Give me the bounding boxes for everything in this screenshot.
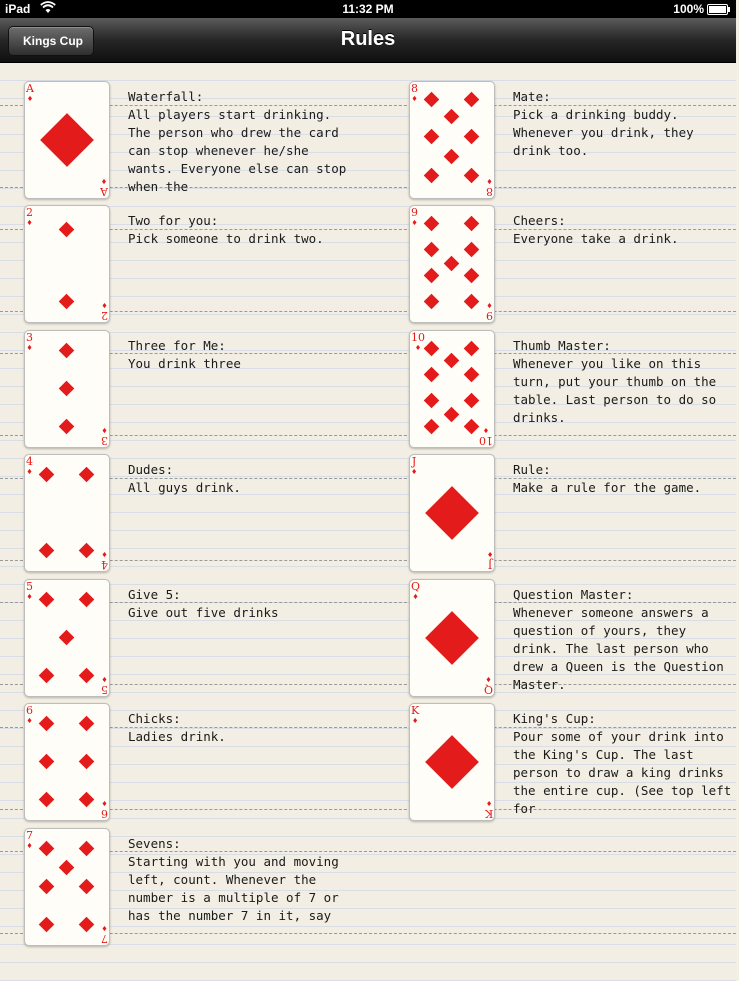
diamond-suit-icon: ♦ xyxy=(26,95,34,103)
card-rank-label xyxy=(101,425,108,445)
rule-text-block xyxy=(128,586,350,694)
diamond-suit-icon: ♦ xyxy=(101,675,108,683)
playing-card xyxy=(409,454,495,572)
diamond-pip-icon xyxy=(464,294,480,310)
diamond-pip-icon xyxy=(39,668,55,684)
card-rank-label xyxy=(26,706,33,726)
diamond-pip-icon xyxy=(424,341,440,357)
rule-description: Pick someone to drink two. xyxy=(128,231,324,246)
diamond-pip-icon xyxy=(444,407,460,423)
rule-description: Pour some of your drink into the King's Cup. The last person to draw a king drinks the entire cup. (See top left for xyxy=(513,729,739,816)
card-rank: 7 xyxy=(101,932,108,945)
card-rank: A xyxy=(100,185,108,198)
diamond-pip-icon xyxy=(39,543,55,559)
card-rank-label xyxy=(411,208,418,228)
battery-icon xyxy=(707,4,731,18)
diamond-pip-icon xyxy=(444,149,460,165)
card-rank: J xyxy=(487,558,493,571)
rule-title: King's Cup: xyxy=(513,711,596,726)
rule-title: Waterfall: xyxy=(128,89,204,104)
diamond-suit-icon: ♦ xyxy=(26,344,33,352)
card-rank-label xyxy=(101,923,108,943)
rule-text-block xyxy=(513,337,735,445)
rule-item[interactable] xyxy=(24,828,354,948)
rule-item[interactable] xyxy=(409,81,739,201)
device-label: iPad xyxy=(5,2,31,16)
playing-card xyxy=(409,205,495,323)
rule-description: Make a rule for the game. xyxy=(513,480,702,495)
diamond-pip-icon xyxy=(424,268,440,284)
rule-item[interactable] xyxy=(409,330,739,450)
diamond-pip-icon xyxy=(424,242,440,258)
rule-item[interactable] xyxy=(24,703,354,823)
diamond-suit-icon: ♦ xyxy=(101,426,108,434)
diamond-pip-icon xyxy=(39,467,55,483)
card-rank: 9 xyxy=(411,206,418,219)
card-rank-label xyxy=(101,300,108,320)
playing-card xyxy=(409,330,495,448)
diamond-pip-icon xyxy=(464,367,480,383)
card-rank: 5 xyxy=(101,683,108,696)
rule-text-block xyxy=(128,88,354,196)
card-rank: 10 xyxy=(411,331,425,344)
card-rank-label xyxy=(411,457,417,477)
diamond-pip-icon xyxy=(59,630,75,646)
diamond-pip-icon xyxy=(424,419,440,435)
diamond-suit-icon: ♦ xyxy=(414,344,422,352)
diamond-pip-icon xyxy=(79,917,95,933)
card-rank-label xyxy=(484,674,493,694)
playing-card xyxy=(409,703,495,821)
card-rank-label xyxy=(26,582,33,602)
card-rank-label xyxy=(26,333,33,353)
card-rank: K xyxy=(411,704,420,717)
diamond-pip-icon xyxy=(444,353,460,369)
rule-text-block xyxy=(513,88,735,196)
status-time: 11:32 PM xyxy=(342,2,394,16)
rule-description: Give out five drinks xyxy=(128,605,279,620)
rule-title: Sevens: xyxy=(128,836,181,851)
rule-title: Two for you: xyxy=(128,213,219,228)
diamond-center-icon xyxy=(425,611,479,665)
playing-card xyxy=(24,330,110,448)
diamond-pip-icon xyxy=(424,216,440,232)
rule-item[interactable] xyxy=(24,579,354,699)
rule-title: Thumb Master: xyxy=(513,338,611,353)
rule-description: You drink three xyxy=(128,356,241,371)
diamond-pip-icon xyxy=(79,792,95,808)
playing-card xyxy=(24,703,110,821)
diamond-center-icon xyxy=(425,735,479,789)
back-button-label: Kings Cup xyxy=(23,34,83,48)
diamond-suit-icon: ♦ xyxy=(26,219,33,227)
diamond-pip-icon xyxy=(424,92,440,108)
diamond-pip-icon xyxy=(79,592,95,608)
playing-card xyxy=(409,81,495,199)
card-rank: 3 xyxy=(101,434,108,447)
rule-item[interactable] xyxy=(24,81,354,201)
diamond-pip-icon xyxy=(59,222,75,238)
diamond-pip-icon xyxy=(79,467,95,483)
rule-item[interactable] xyxy=(24,454,354,574)
card-rank: 6 xyxy=(26,704,33,717)
rule-text-block xyxy=(128,337,350,445)
card-rank: Q xyxy=(483,683,493,696)
diamond-pip-icon xyxy=(59,419,75,435)
diamond-pip-icon xyxy=(79,754,95,770)
card-rank-label xyxy=(486,300,493,320)
card-rank-label xyxy=(411,706,419,726)
card-rank: 4 xyxy=(26,455,33,468)
diamond-suit-icon: ♦ xyxy=(486,177,493,185)
card-rank: A xyxy=(26,82,34,95)
diamond-pip-icon xyxy=(59,381,75,397)
card-rank: 3 xyxy=(26,331,33,344)
diamond-suit-icon: ♦ xyxy=(486,301,493,309)
card-rank-label xyxy=(411,84,418,104)
rule-title: Three for Me: xyxy=(128,338,226,353)
diamond-pip-icon xyxy=(39,754,55,770)
diamond-suit-icon: ♦ xyxy=(101,799,108,807)
card-rank-label xyxy=(411,333,425,353)
diamond-suit-icon: ♦ xyxy=(485,799,493,807)
rule-description: Whenever someone answers a question of yours, they drink. The last person who drew a Queen is the Question Master. xyxy=(513,605,732,692)
rule-title: Give 5: xyxy=(128,587,181,602)
card-rank: 2 xyxy=(101,309,108,322)
diamond-pip-icon xyxy=(444,256,460,272)
diamond-pip-icon xyxy=(59,860,75,876)
diamond-pip-icon xyxy=(79,716,95,732)
card-rank-label xyxy=(479,425,493,445)
rule-title: Cheers: xyxy=(513,213,566,228)
page-title: Rules xyxy=(340,28,396,50)
diamond-pip-icon xyxy=(39,592,55,608)
diamond-pip-icon xyxy=(464,168,480,184)
diamond-pip-icon xyxy=(424,168,440,184)
playing-card xyxy=(24,828,110,946)
diamond-center-icon xyxy=(40,113,94,167)
card-rank-label xyxy=(486,176,493,196)
diamond-pip-icon xyxy=(424,393,440,409)
card-rank-label xyxy=(26,84,34,104)
diamond-pip-icon xyxy=(79,668,95,684)
rule-description: Ladies drink. xyxy=(128,729,226,744)
status-bar xyxy=(0,0,736,18)
diamond-suit-icon: ♦ xyxy=(26,468,33,476)
card-rank-label xyxy=(101,798,108,818)
navigation-bar xyxy=(0,18,736,63)
diamond-pip-icon xyxy=(424,294,440,310)
rule-text-block xyxy=(513,586,735,694)
diamond-pip-icon xyxy=(464,341,480,357)
diamond-pip-icon xyxy=(464,92,480,108)
card-rank: 9 xyxy=(486,309,493,322)
card-rank: 10 xyxy=(479,434,493,447)
rule-item[interactable] xyxy=(24,205,354,325)
card-rank-label xyxy=(26,208,33,228)
playing-card xyxy=(24,454,110,572)
rule-item[interactable] xyxy=(409,454,739,574)
rule-description: Whenever you like on this turn, put your thumb on the table. Last person to do so drinks. xyxy=(513,356,724,425)
rule-item[interactable] xyxy=(409,205,739,325)
card-rank-label xyxy=(411,582,420,602)
diamond-pip-icon xyxy=(464,268,480,284)
battery-percent: 100% xyxy=(673,2,704,16)
diamond-suit-icon: ♦ xyxy=(101,924,108,932)
diamond-suit-icon: ♦ xyxy=(101,550,108,558)
diamond-pip-icon xyxy=(464,419,480,435)
playing-card xyxy=(24,81,110,199)
card-rank-label xyxy=(26,831,33,851)
diamond-suit-icon: ♦ xyxy=(411,95,418,103)
rule-item[interactable] xyxy=(409,703,739,823)
rule-title: Mate: xyxy=(513,89,551,104)
rule-text-block xyxy=(513,710,739,818)
card-rank: 4 xyxy=(101,558,108,571)
card-rank-label xyxy=(101,674,108,694)
diamond-pip-icon xyxy=(59,294,75,310)
rule-text-block xyxy=(128,710,350,818)
diamond-pip-icon xyxy=(39,716,55,732)
card-rank-label xyxy=(26,457,33,477)
diamond-suit-icon: ♦ xyxy=(485,675,492,683)
diamond-suit-icon: ♦ xyxy=(26,717,33,725)
card-rank: K xyxy=(484,807,493,820)
diamond-pip-icon xyxy=(424,367,440,383)
rule-text-block xyxy=(513,212,735,320)
diamond-pip-icon xyxy=(39,841,55,857)
card-rank: 6 xyxy=(101,807,108,820)
diamond-suit-icon: ♦ xyxy=(411,219,418,227)
card-rank-label xyxy=(101,549,108,569)
diamond-pip-icon xyxy=(444,109,460,125)
diamond-suit-icon: ♦ xyxy=(482,426,490,434)
diamond-suit-icon: ♦ xyxy=(411,717,419,725)
diamond-pip-icon xyxy=(464,242,480,258)
rule-title: Dudes: xyxy=(128,462,174,477)
card-rank-label xyxy=(485,798,493,818)
diamond-center-icon xyxy=(425,486,479,540)
diamond-pip-icon xyxy=(464,216,480,232)
card-rank: 5 xyxy=(26,580,33,593)
playing-card xyxy=(409,579,495,697)
rule-text-block xyxy=(128,835,350,943)
diamond-suit-icon: ♦ xyxy=(412,593,419,601)
diamond-suit-icon: ♦ xyxy=(100,177,108,185)
diamond-pip-icon xyxy=(464,393,480,409)
rule-text-block xyxy=(513,461,735,569)
card-rank: Q xyxy=(411,580,421,593)
rule-title: Rule: xyxy=(513,462,551,477)
diamond-pip-icon xyxy=(79,543,95,559)
diamond-pip-icon xyxy=(464,129,480,145)
rule-text-block xyxy=(128,461,350,569)
rule-description: Starting with you and moving left, count. Whenever the number is a multiple of 7 or has the number 7 in it, say xyxy=(128,854,347,923)
diamond-pip-icon xyxy=(79,841,95,857)
card-rank-label xyxy=(100,176,108,196)
card-rank: J xyxy=(411,455,417,468)
playing-card xyxy=(24,579,110,697)
diamond-suit-icon: ♦ xyxy=(26,842,33,850)
playing-card xyxy=(24,205,110,323)
rule-title: Chicks: xyxy=(128,711,181,726)
card-rank-label xyxy=(487,549,493,569)
rule-description: All players start drinking. The person who drew the card can stop whenever he/she wants. Everyone else can stop when the xyxy=(128,107,354,194)
diamond-pip-icon xyxy=(39,792,55,808)
rule-item[interactable] xyxy=(409,579,739,699)
diamond-suit-icon: ♦ xyxy=(486,550,493,558)
rule-text-block xyxy=(128,212,350,320)
rule-description: Everyone take a drink. xyxy=(513,231,679,246)
card-rank: 2 xyxy=(26,206,33,219)
rule-description: All guys drink. xyxy=(128,480,241,495)
card-rank: 8 xyxy=(486,185,493,198)
rule-item[interactable] xyxy=(24,330,354,450)
diamond-suit-icon: ♦ xyxy=(26,593,33,601)
diamond-pip-icon xyxy=(59,343,75,359)
diamond-suit-icon: ♦ xyxy=(411,468,418,476)
diamond-pip-icon xyxy=(79,879,95,895)
diamond-pip-icon xyxy=(424,129,440,145)
card-rank: 7 xyxy=(26,829,33,842)
rule-description: Pick a drinking buddy. Whenever you drink, they drink too. xyxy=(513,107,702,158)
diamond-suit-icon: ♦ xyxy=(101,301,108,309)
diamond-pip-icon xyxy=(39,879,55,895)
diamond-pip-icon xyxy=(39,917,55,933)
rule-title: Question Master: xyxy=(513,587,634,602)
card-rank: 8 xyxy=(411,82,418,95)
